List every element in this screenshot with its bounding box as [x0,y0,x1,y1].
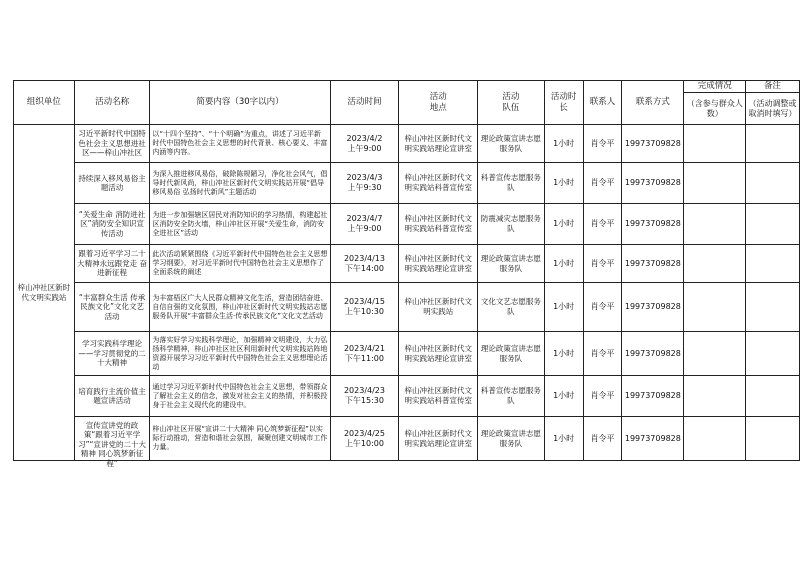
activity-name: 宣传宣讲党的政策“跟着习近平学习”“宣讲党的二十大精神 同心筑梦新征程” [78,420,146,468]
activity-duration: 1小时 [544,245,583,283]
activity-summary: 为深入推进移风易俗，破除陈规陋习，净化社会风气，倡导时代新风尚，梓山冲社区新时代文明实践站开展“倡导移风易俗 弘扬时代新风”主题活动 [152,169,328,196]
header-completion: 完成情况 [684,81,746,93]
activity-duration: 1小时 [544,417,583,461]
header-activity-name: 活动名称 [74,81,150,125]
header-location: 活动 地点 [399,81,478,125]
activity-team: 科普宣传志愿服务队 [478,376,545,417]
header-org: 组织单位 [14,81,75,125]
activity-summary: 以“十四个坚持”、“十个明确”为重点，讲述了习近平新时代中国特色社会主义思想的时代背景、核心要义、丰富内涵等内容。 [152,130,328,156]
activity-phone: 19973709828 [622,245,684,283]
activity-name: 习近平新时代中国特色社会主义思想进社区——梓山冲社区 [78,129,146,158]
activity-time: 2023/4/21 下午11:00 [330,332,399,376]
table-row [14,204,800,245]
activity-contact: 肖令平 [583,376,622,417]
table-row [14,163,800,204]
header-contact: 联系人 [583,81,622,125]
activity-time: 2023/4/7 上午9:00 [330,204,399,245]
completion-cell [684,163,746,204]
header-phone: 联系方式 [622,81,684,125]
activity-name: “关爱生命 消防进社区”消防安全知识宣传活动 [78,209,146,238]
activity-team: 防震减灾志愿服务队 [478,204,545,245]
activity-name: 培育践行主流价值主题宣讲活动 [78,386,146,405]
activity-contact: 肖令平 [583,283,622,332]
activity-summary: 通过学习习近平新时代中国特色社会主义思想，带领群众了解社会主义的信念，激发对社会主义的热情，并积极投身于社会主义现代化的建设中。 [152,382,328,409]
activity-contact: 肖令平 [583,332,622,376]
activity-duration: 1小时 [544,283,583,332]
activity-duration: 1小时 [544,204,583,245]
table-body [14,125,800,468]
activity-duration: 1小时 [544,376,583,417]
activity-team: 科普宣传志愿服务队 [478,163,545,204]
table-row [14,332,800,376]
remarks-cell [746,283,800,332]
activity-table [13,80,800,468]
activity-phone: 19973709828 [622,376,684,417]
completion-cell [684,283,746,332]
activity-name: 学习实践科学理论——学习贯彻党的二十大精神 [78,339,146,368]
header-team: 活动 队伍 [478,81,545,125]
remarks-cell [746,204,800,245]
table-row [14,283,800,332]
activity-team: 理论政策宣讲志愿服务队 [478,332,545,376]
activity-time: 2023/4/23 下午15:30 [330,376,399,417]
activity-duration: 1小时 [544,163,583,204]
activity-team: 理论政策宣讲志愿服务队 [478,125,545,163]
activity-phone: 19973709828 [622,204,684,245]
activity-time: 2023/4/15 上午10:30 [330,283,399,332]
activity-location: 梓山冲社区新时代文明实践站科普宣传室 [399,376,478,417]
activity-summary: 为落实好学习实践科学理论，加强精神文明建设，大力弘扬科学精神，梓山冲社区社区利用新时代文明实践站阵地资源开展学习习近平新时代中国特色社会主义思想理论活动 [152,335,328,371]
completion-cell [684,332,746,376]
activity-phone: 19973709828 [622,163,684,204]
header-remarks-sub: （活动调整或取消时填写） [746,93,800,125]
table-row [14,245,800,283]
activity-summary: 梓山冲社区开展“宣讲二十大精神 同心筑梦新征程”以实际行动推动，营造和谐社会氛围，凝聚创建文明城市工作力量。 [152,425,328,451]
activity-contact: 肖令平 [583,163,622,204]
header-summary: 简要内容（30字以内） [150,81,330,125]
remarks-cell [746,125,800,163]
activity-name: 跟着习近平学习二十大精神永远跟党走 奋进新征程 [77,249,148,278]
remarks-cell [746,163,800,204]
activity-location: 梓山冲社区新时代文明实践站科普宣传室 [399,204,478,245]
activity-phone: 19973709828 [622,283,684,332]
activity-summary: 为丰富梧区广大人民群众精神文化生活，营造团结奋进、自信自强的文化氛围，梓山冲社区新时代文明实践站志愿服务队开展“丰富群众生活·传承民族文化”文化文艺活动 [152,293,328,320]
remarks-cell [746,417,800,461]
activity-summary: 为进一步加强辖区居民对消防知识的学习热情，构建起社区消防安全防火墙，梓山冲社区开展“关爱生命，消防安全进社区”活动 [152,210,328,237]
activity-location: 梓山冲社区新时代文明实践站理论宣讲室 [399,417,478,461]
completion-cell [684,417,746,461]
remarks-cell [746,376,800,417]
activity-time: 2023/4/3 上午9:30 [330,163,399,204]
remarks-cell [746,245,800,283]
activity-location: 梓山冲社区新时代文明实践站 [399,283,478,332]
table-row [14,125,800,163]
activity-team: 理论政策宣讲志愿服务队 [478,417,545,461]
activity-location: 梓山冲社区新时代文明实践站理论宣讲室 [399,332,478,376]
activity-team: 理论政策宣讲志愿服务队 [478,245,545,283]
completion-cell [684,245,746,283]
activity-phone: 19973709828 [622,125,684,163]
completion-cell [684,204,746,245]
completion-cell [684,125,746,163]
activity-summary: 此次活动紧紧围绕《习近平新时代中国特色社会主义思想学习纲要》，对习近平新时代中国特色社会主义思想作了全面系统的阐述 [152,250,328,276]
activity-phone: 19973709828 [622,332,684,376]
table-row [14,417,800,461]
activity-phone: 19973709828 [622,417,684,461]
remarks-cell [746,332,800,376]
activity-duration: 1小时 [544,125,583,163]
header-remarks: 备注 [746,81,800,93]
header-duration: 活动时 长 [544,81,583,125]
activity-contact: 肖令平 [583,245,622,283]
activity-name: 持续深入移风易俗主题活动 [78,173,146,192]
table-row [14,376,800,417]
completion-cell [684,376,746,417]
activity-name: “丰富群众生活 传承民族文化”文化文艺活动 [78,292,146,321]
activity-location: 梓山冲社区新时代文明实践站理论宣讲室 [399,125,478,163]
activity-location: 梓山冲社区新时代文明实践站科普宣传室 [399,163,478,204]
activity-team: 文化文艺志愿服务队 [478,283,545,332]
header-participants: （含参与群众人数） [684,93,746,125]
activity-location: 梓山冲社区新时代文明实践站理论宣讲室 [399,245,478,283]
activity-contact: 肖令平 [583,204,622,245]
activity-contact: 肖令平 [583,417,622,461]
activity-contact: 肖令平 [583,125,622,163]
header-time: 活动时间 [330,81,399,125]
activity-time: 2023/4/25 上午10:00 [330,417,399,461]
activity-duration: 1小时 [544,332,583,376]
activity-time: 2023/4/13 下午14:00 [330,245,399,283]
activity-time: 2023/4/2 上午9:00 [330,125,399,163]
org-unit-cell: 梓山冲社区新时代文明实践站 [14,125,75,461]
